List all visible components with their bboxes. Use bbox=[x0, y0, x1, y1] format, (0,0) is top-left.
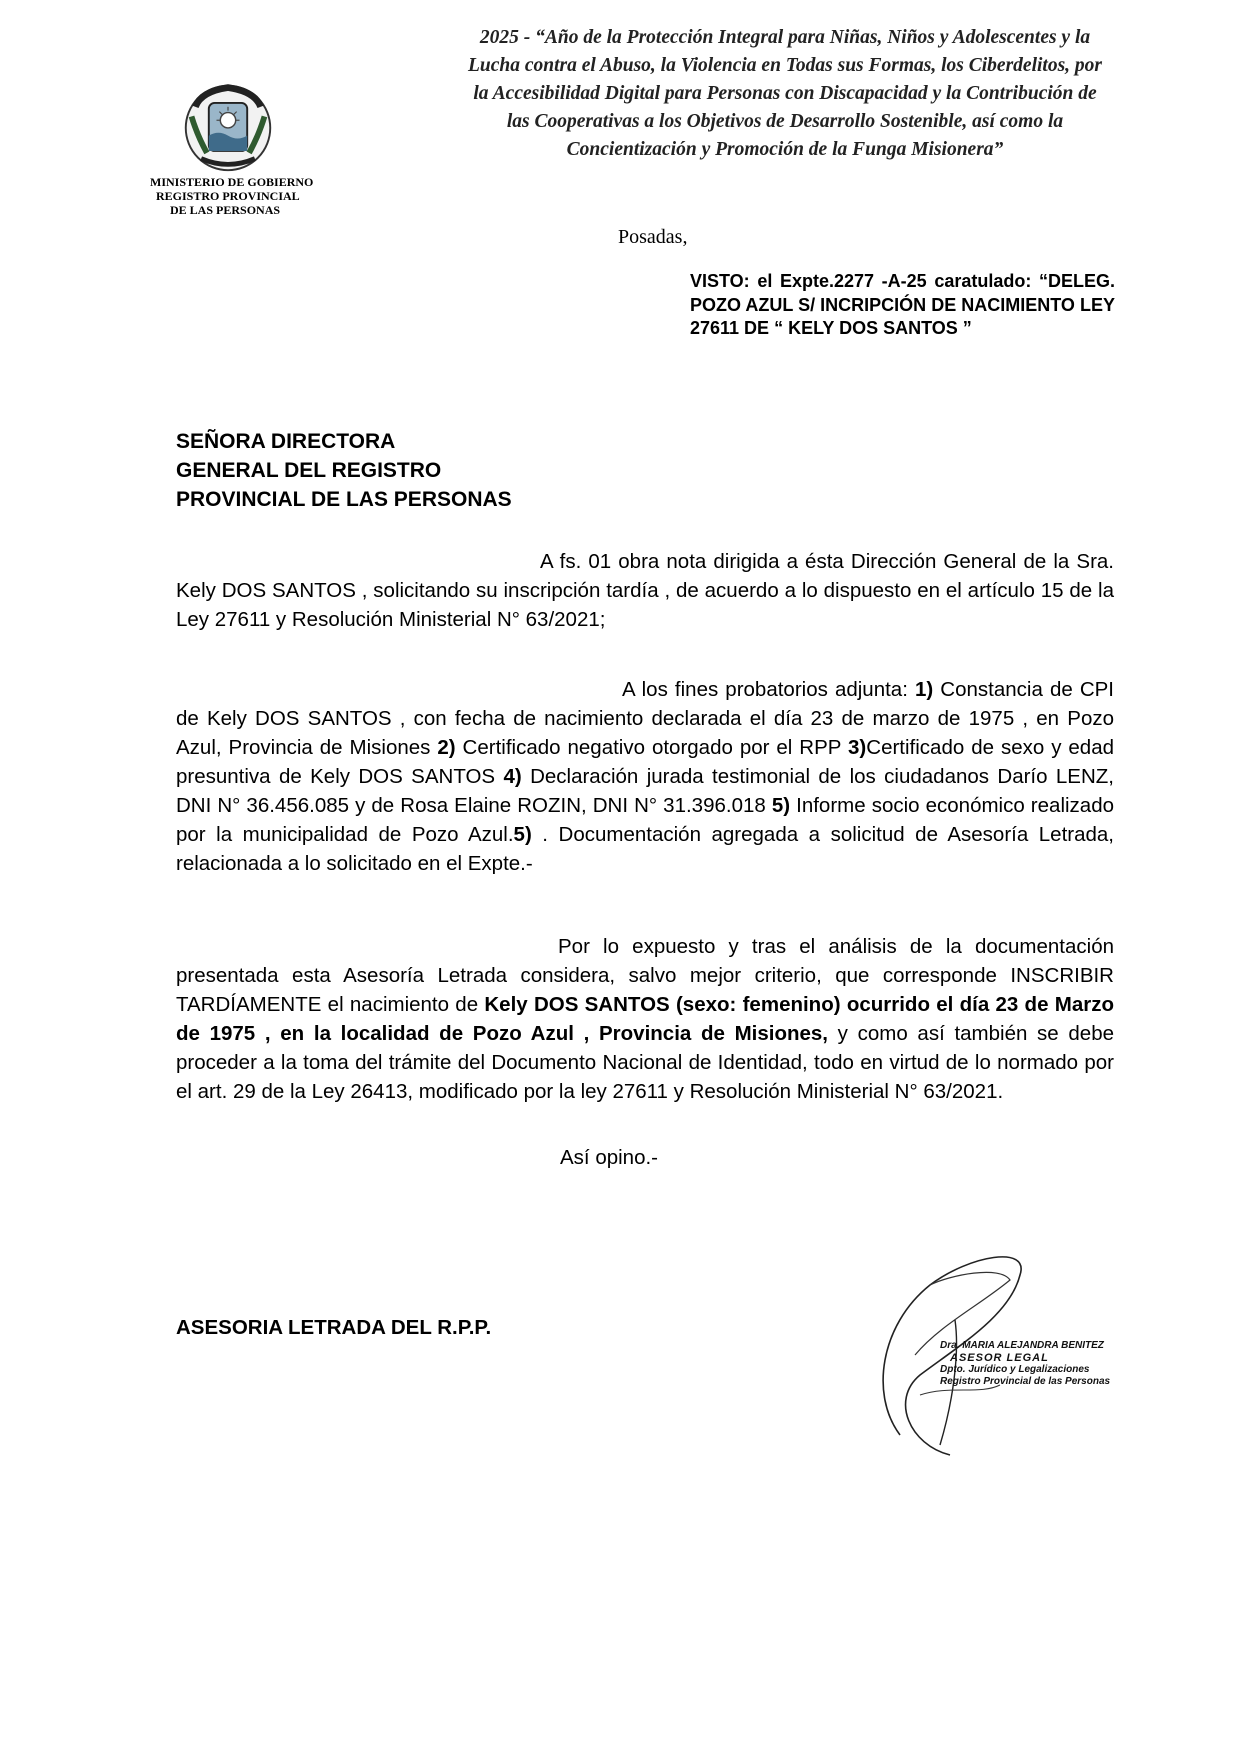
stamp-line: Dra. MARIA ALEJANDRA BENITEZ bbox=[940, 1340, 1104, 1351]
provincia-de-misiones-seal-icon bbox=[180, 78, 276, 174]
paragraph-2-text: Constancia de CPI de Kely DOS SANTOS , con fecha de nacimiento declarada el día 23 de marzo de 1975 , en Pozo Azul, Provincia de Misiones bbox=[176, 678, 1115, 759]
paragraph-3-text: y como así también se debe proceder a la toma del trámite del Documento Nacional de Identidad, todo en virtud de lo normado por el art. 29 de la Ley 26413, modificado por la ley 27611 y Resolución Ministerial N° 63/2021. bbox=[176, 1022, 1114, 1103]
paragraph-3 bbox=[176, 932, 1114, 1106]
signature-stamp bbox=[940, 1340, 1110, 1388]
motto-line: Concientización y Promoción de la Funga Misionera” bbox=[566, 139, 1004, 160]
item-number: 5) bbox=[771, 794, 791, 817]
ministry-line: REGISTRO PROVINCIAL bbox=[156, 189, 300, 203]
item-number: 2) bbox=[437, 736, 456, 759]
ministry-line: DE LAS PERSONAS bbox=[170, 203, 281, 217]
motto-line: la Accesibilidad Digital para Personas con Discapacidad y la Contribución de bbox=[473, 83, 1097, 104]
paragraph-2-text: . Documentación agregada a solicitud de Asesoría Letrada, relacionada a lo solicitado en el Expte.- bbox=[176, 823, 1115, 875]
paragraph-1-text: A fs. 01 obra nota dirigida a ésta Dirección General de la Sra. Kely DOS SANTOS , solicitando su inscripción tardía , de acuerdo a lo dispuesto en el artículo 15 de la Ley 27611 y Resolución Ministerial N° 63/2021; bbox=[176, 550, 1114, 631]
stamp-line: Dpto. Jurídico y Legalizaciones bbox=[940, 1364, 1090, 1375]
recipient-line: PROVINCIAL DE LAS PERSONAS bbox=[176, 488, 512, 511]
item-number: 4) bbox=[503, 765, 522, 788]
paragraph-2-text: Declaración jurada testimonial de los ciudadanos Darío LENZ, DNI N° 36.456.085 y de Rosa Elaine ROZIN, DNI N° 31.396.018 bbox=[176, 765, 1114, 817]
paragraph-2 bbox=[176, 675, 1114, 878]
recipient-line: SEÑORA DIRECTORA bbox=[176, 430, 396, 453]
motto-line: 2025 - “Año de la Protección Integral para Niñas, Niños y Adolescentes y la bbox=[479, 27, 1091, 48]
recipient bbox=[176, 427, 512, 514]
item-number: 3) bbox=[848, 736, 867, 759]
sender-office: ASESORIA LETRADA DEL R.P.P. bbox=[176, 1316, 492, 1339]
recipient-line: GENERAL DEL REGISTRO bbox=[176, 459, 442, 482]
paragraph-2-text: Certificado negativo otorgado por el RPP bbox=[455, 736, 849, 759]
stamp-line: ASESOR LEGAL bbox=[950, 1352, 1049, 1364]
place-date: Posadas, bbox=[618, 226, 688, 248]
paragraph-3-bold: Kely DOS SANTOS (sexo: femenino) ocurrido el día 23 de Marzo de 1975 , en la localidad de Pozo Azul , Provincia de Misiones, bbox=[176, 993, 1114, 1045]
closing-phrase: Así opino.- bbox=[560, 1146, 658, 1169]
year-motto bbox=[440, 24, 1130, 164]
motto-line: las Cooperativas a los Objetivos de Desarrollo Sostenible, así como la bbox=[506, 111, 1064, 132]
visto-reference: VISTO: el Expte.2277 -A-25 caratulado: “DELEG. POZO AZUL S/ INCRIPCIÓN DE NACIMIENTO LEY 27611 DE “ KELY DOS SANTOS ” bbox=[690, 271, 1115, 338]
paragraph-2-text: Certificado de sexo y edad presuntiva de Kely DOS SANTOS bbox=[176, 736, 1114, 788]
item-number: 1) bbox=[914, 678, 934, 701]
paragraph-1 bbox=[176, 547, 1114, 634]
paragraph-2-text: Informe socio económico realizado por la municipalidad de Pozo Azul. bbox=[176, 794, 1115, 846]
ministry-header bbox=[150, 175, 313, 217]
motto-line: Lucha contra el Abuso, la Violencia en Todas sus Formas, los Ciberdelitos, por bbox=[467, 55, 1103, 76]
ministry-line: MINISTERIO DE GOBIERNO bbox=[150, 175, 314, 189]
item-number: 5) bbox=[513, 823, 532, 846]
stamp-line: Registro Provincial de las Personas bbox=[940, 1376, 1111, 1387]
paragraph-3-text: Por lo expuesto y tras el análisis de la documentación presentada esta Asesoría Letrada considera, salvo mejor criterio, que corresponde INSCRIBIR TARDÍAMENTE el nacimiento de bbox=[176, 935, 1114, 1016]
paragraph-2-text: A los fines probatorios adjunta: bbox=[622, 678, 915, 701]
